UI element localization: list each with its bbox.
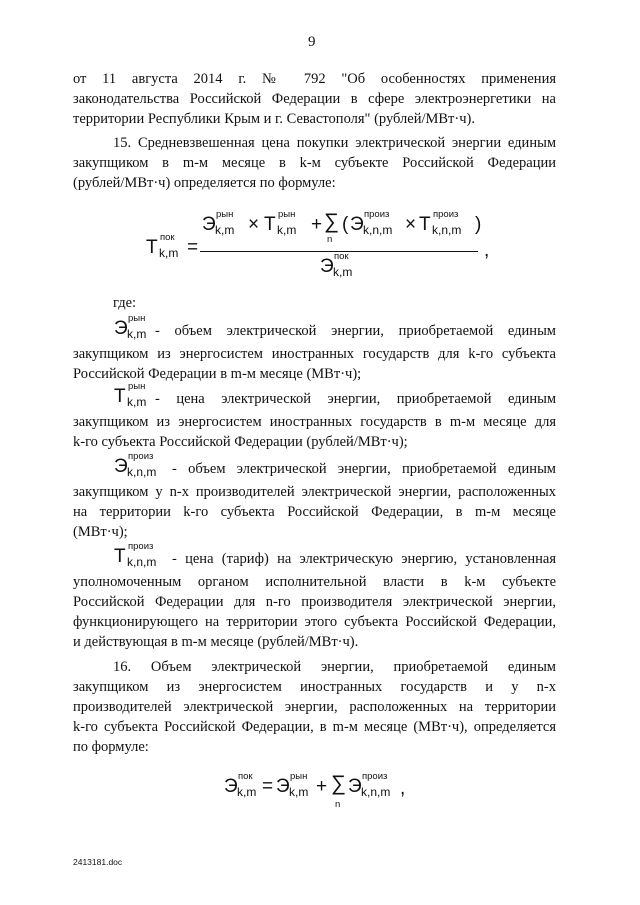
def3-line-1: - объем электрической энергии, приобретаемой единым	[172, 461, 556, 477]
formula2-E-proiz-sub: k,n,m	[361, 785, 391, 799]
intro-line-2: законодательства Российской Федерации в сфере электроэнергетики на	[73, 91, 556, 107]
def3-E: Э	[114, 456, 128, 477]
p16-line-5: по формуле:	[73, 739, 149, 755]
formula2-E-proiz: Э	[348, 776, 362, 797]
formula1-comma: ,	[484, 240, 490, 261]
p16-line-1: 16. Объем электрической энергии, приобретаемой единым	[113, 659, 556, 675]
formula1-rparen: )	[475, 214, 482, 235]
where-label: где:	[113, 295, 137, 311]
def4-line-3: Российской Федерации для n-го производителя электрической энергии,	[73, 594, 556, 610]
def2-T-sup: рын	[128, 381, 146, 392]
p15-line-1: 15. Средневзвешенная цена покупки электрической энергии единым	[113, 135, 556, 151]
def4-line-4: функционирующего на территории этого субъекта Российской Федерации,	[73, 614, 556, 630]
formula2-E-ryn: Э	[276, 776, 290, 797]
formula1-num-T1-sup: рын	[278, 209, 296, 220]
formula1-T-sup: пок	[160, 232, 175, 243]
formula2-E-ryn-sup: рын	[290, 771, 308, 782]
p16-line-2: закупщиком из энергосистем иностранных государств и у n-х	[73, 679, 556, 695]
formula2-E-proiz-sup: произ	[362, 771, 388, 782]
p16-line-3: производителей электрической энергии, расположенных на территории	[73, 699, 556, 715]
def2-T: Т	[114, 386, 126, 407]
def4-line-5: и действующая в m-м месяце (рублей/МВт·ч).	[73, 634, 359, 650]
formula1-num-T1-sub: k,m	[277, 223, 297, 237]
formula1-sum: ∑	[324, 210, 339, 233]
formula2-E-lhs-sub: k,m	[237, 785, 257, 799]
def4-line-2: уполномоченным органом исполнительной власти в k-м субъекте	[73, 574, 556, 590]
formula1-plus: +	[311, 214, 323, 235]
def4-T: Т	[114, 546, 126, 567]
formula1-num-T2: Т	[419, 214, 431, 235]
formula2-E-ryn-sub: k,m	[289, 785, 309, 799]
formula1-T: Т	[146, 237, 158, 258]
def3-line-4: (МВт·ч);	[73, 524, 128, 540]
formula2-plus: +	[316, 776, 328, 797]
formula1-num-E1-sup: рын	[216, 209, 234, 220]
formula2-eq: =	[262, 776, 274, 797]
def4-T-sup: произ	[128, 541, 154, 552]
formula1-den-E: Э	[320, 256, 334, 277]
def4-T-sub: k,n,m	[127, 555, 157, 569]
formula1-times-1: ×	[248, 214, 260, 235]
formula1-num-E2-sub: k,n,m	[363, 223, 393, 237]
formula2-sum-sub: n	[335, 799, 341, 810]
formula1-den-E-sup: пок	[334, 251, 349, 262]
formula1-num-T2-sub: k,n,m	[432, 223, 462, 237]
formula2-comma: ,	[400, 778, 406, 799]
def3-E-sup: произ	[128, 451, 154, 462]
def2-line-3: k-го субъекта Российской Федерации (рублей/МВт·ч);	[73, 434, 408, 450]
footer-doc-code: 2413181.doc	[73, 857, 123, 867]
def4-line-1: - цена (тариф) на электрическую энергию, установленная	[172, 551, 556, 567]
formula1-times-2: ×	[405, 214, 417, 235]
def1-line-1: - объем электрической энергии, приобретаемой единым	[155, 323, 556, 339]
formula1-num-E2: Э	[350, 214, 364, 235]
formula1-num-E1-sub: k,m	[215, 223, 235, 237]
def2-T-sub: k,m	[127, 395, 147, 409]
def1-line-3: Российской Федерации в m-м месяце (МВт·ч);	[73, 366, 362, 382]
formula1-den-E-sub: k,m	[333, 265, 353, 279]
intro-line-3: территории Республики Крым и г. Севастополя" (рублей/МВт·ч).	[73, 111, 475, 127]
def3-line-2: закупщиком у n-х производителей электрической энергии, расположенных	[73, 484, 556, 500]
intro-line-1: от 11 августа 2014 г. № 792 "Об особенностях применения	[73, 71, 556, 87]
page-number: 9	[308, 34, 316, 50]
def1-E: Э	[114, 318, 128, 339]
formula1-lparen: (	[342, 214, 349, 235]
def1-line-2: закупщиком из энергосистем иностранных государств для k-го субъекта	[73, 346, 556, 362]
def2-line-2: закупщиком из энергосистем иностранных государств в m-м месяце для	[73, 414, 556, 430]
def3-E-sub: k,n,m	[127, 465, 157, 479]
formula1-num-E1: Э	[202, 214, 216, 235]
def1-E-sup: рын	[128, 313, 146, 324]
formula1-num-T2-sup: произ	[433, 209, 459, 220]
formula2-sum: ∑	[331, 772, 346, 795]
formula1-T-sub: k,m	[159, 246, 179, 260]
formula1-num-T1: Т	[264, 214, 276, 235]
p16-line-4: k-го субъекта Российской Федерации, в m-м месяце (МВт·ч), определяется	[73, 719, 556, 735]
formula1-sum-sub: n	[327, 234, 333, 245]
p15-line-3: (рублей/МВт·ч) определяется по формуле:	[73, 175, 336, 191]
def1-E-sub: k,m	[127, 327, 147, 341]
formula2-E-lhs: Э	[224, 776, 238, 797]
def3-line-3: на территории k-го субъекта Российской Федерации, в m-м месяце	[73, 504, 556, 520]
formula1-num-E2-sup: произ	[364, 209, 390, 220]
p15-line-2: закупщиком в m-м месяце в k-м субъекте Российской Федерации	[73, 155, 556, 171]
formula2-E-lhs-sup: пок	[238, 771, 253, 782]
formula1-eq: =	[187, 237, 199, 258]
def2-line-1: - цена электрической энергии, приобретаемой единым	[155, 391, 556, 407]
